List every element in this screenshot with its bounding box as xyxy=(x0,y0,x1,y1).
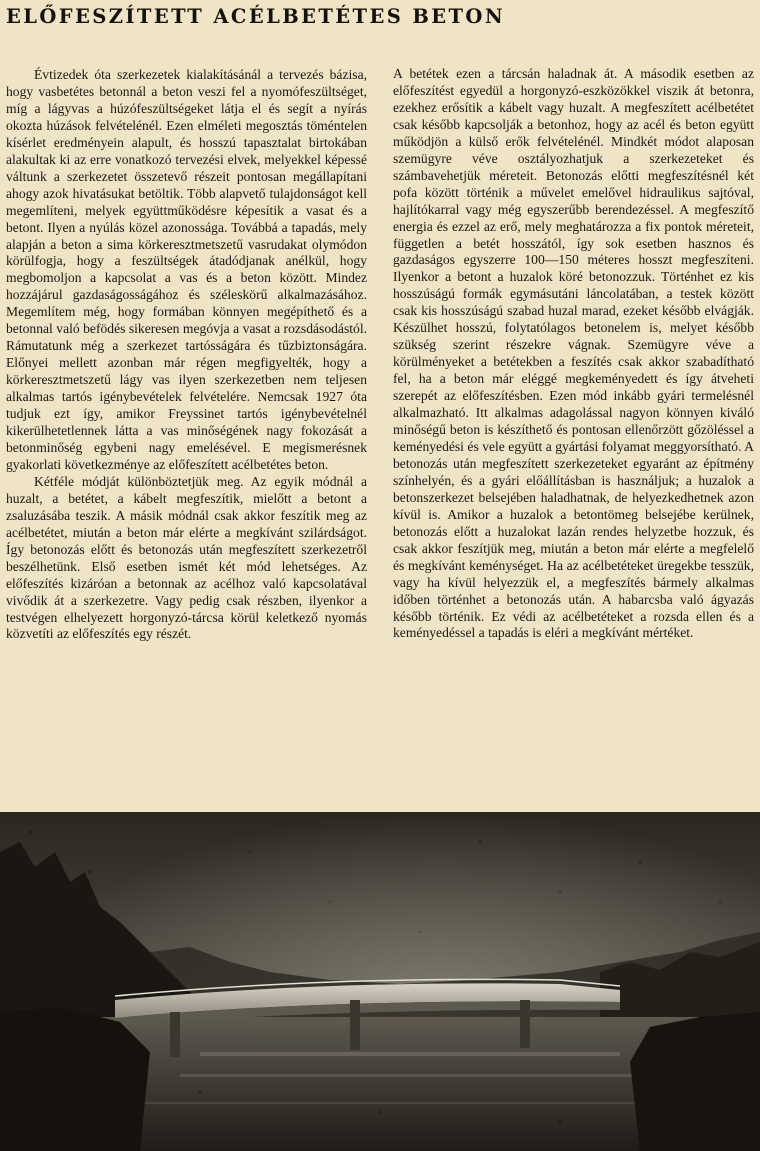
left-paragraph-1: Évtizedek óta szerkezetek kialakításánál a tervezés bázisa, hogy vasbetétes betonnál a beton veszi fel a nyomófeszültséget, míg a lágyvas a húzófeszültségeket látja el és segít a nyírás okozta húzások felvételénél. Ezen elméleti megosztás töméntelen kísérlet eredményein alapult, és hosszú tapasztalat birtokában alakultak ki az erre vonatkozó tervezési elvek, melyekkel képessé váltunk a szerkezetet összetevő részeit pontosan megállapítani ahogy azok hivatásukat betöltik. Több alapvető tulajdonságot kell megemlíteni, melyek együttműködésre képesítik a vasat és a betont. Ilyen a nyúlás közel azonossága. Továbbá a tapadás, mely alapján a beton a sima körkeresztmetszetű vasrudakat olymódon körülfogja, hogy a feszültségek átadódjanak anélkül, hogy megbomoljon a kapcsolat a vas és a beton között. Mindez hozzájárul gazdaságosságához és széleskörű alkalmazásához. Megemlítem még, hogy formában könnyen megépíthető és a betonnal való befödés sikeresen megóvja a vasat a rozsdásodástól. Rámutatunk még a szerkezet tartósságára és tűzbiztonságára. Előnyei mellett azonban már régen megfigyelték, hogy a körkeresztmetszetű lágy vas ilyen szerkezetben nem teljesen alkalmas tartós igénybevételek felvételére. Nemcsak 1927 óta tudjuk ezt így, amikor Freyssinet tartós igénybevételnél kikerülhetetlennek látta a vas minőségének nagy fokozását a betonminőség egybeni nagy emelésével. E megismerésnek gyakorlati következménye az előfeszített acélbetétes beton. xyxy=(6,67,367,472)
bridge-photograph xyxy=(0,812,760,1151)
right-column xyxy=(393,66,754,642)
left-column xyxy=(6,67,367,643)
left-paragraph-2: Kétféle módját különböztetjük meg. Az egyik módnál a huzalt, a betétet, a kábelt megfeszítik, mielőtt a betont a zsaluzásába teszik. A másik módnál csak akkor feszítik meg az acélbetétet, miután a beton már elérte a megkívánt szilárdságot. Így betonozás előtt és betonozás után megfeszített szerkezetről beszélhetünk. Első esetben ismét két mód lehetséges. Az előfeszítés kizáróan a betonnak az acélhoz való kapcsolatával vivődik át a szerkezetre. Vagy pedig csak részben, ilyenkor a testvégen elhelyezett horgonyzó-tárcsa körül keletkező nyomás közvetíti az előfeszítés egy részét. xyxy=(6,473,367,642)
right-paragraph-1: A betétek ezen a tárcsán haladnak át. A második esetben az előfeszítést egyedül a horgonyzó-eszközökkel viszik át betonra, ezekhez erősítik a kábelt vagy huzalt. A megfeszített acélbetétet csak később kapcsolják a betonhoz, hogy az acél és beton együtt működjön a külső erők felvételénél. Mindkét módot alaposan szemügyre véve osztályozhatjuk a szerkezeteket és számbavehetjük méreteit. Betonozás előtti megfeszítésnél két pofa között történik a művelet emelővel hidraulikus sajtóval, hajlítókarral vagy még egyszerűbb berendezéssel. A megfeszítő energia és ezzel az erő, mely meghatározza a fix pontok méreteit, független a betét hosszától, így sok esetben hasznos és gazdaságos egyszerre 100—150 méteres hosszt megfeszíteni. Ilyenkor a betont a huzalok köré betonozzuk. Történhet ez kis hosszúságú formák egymásutáni láncolatában, a testek között csak kis hosszúságú szabad huzal marad, ezeket később elvágják. Készülhet hosszú, folytatólagos betonelem is, melyet később szükség szerint részekre vágnak. Szemügyre véve a körülményeket a betétekben a feszítés csak akkor szabadítható fel, ha a beton már eléggé megkeményedett és így átveheti szerepét az előfeszítésben. Ezen mód inkább gyári termelésnél alkalmazható. Itt alkalmas adagolással nagyon könnyen kiváló minőségű beton is készíthető és pontosan ellenőrzött gőzöléssel a keményedési és vele együtt a gyártási folyamat meggyorsítható. A betonozás után megfeszített szerkezeteket egyaránt az építmény színhelyén, és a gyári előállításban is használjuk; a huzalok a betonszerkezet belsejében haladhatnak, de helyezkedhetnek azon kívül is. Amikor a huzalok a betontömeg belsejébe kerülnek, betonozás előtt a huzalokat lazán rendes helyzetbe hozzuk, és csak akkor feszítjük meg, miután a beton már elérte a megfelelő és megkívánt keménységet. Ha az acélbetéteket üregekbe tesszük, vagy ha kívül helyezzük el, a megfeszítés bármely alkalmas időben történhet a betonozás után. A habarcsba való ágyazás később történik. Ez védi az acélbetéteket a rozsda ellen és a keményedéssel a tapadás is eléri a megkívánt mértéket. xyxy=(393,66,754,641)
article-title: ELŐFESZÍTETT ACÉLBETÉTES BETON xyxy=(6,5,506,28)
